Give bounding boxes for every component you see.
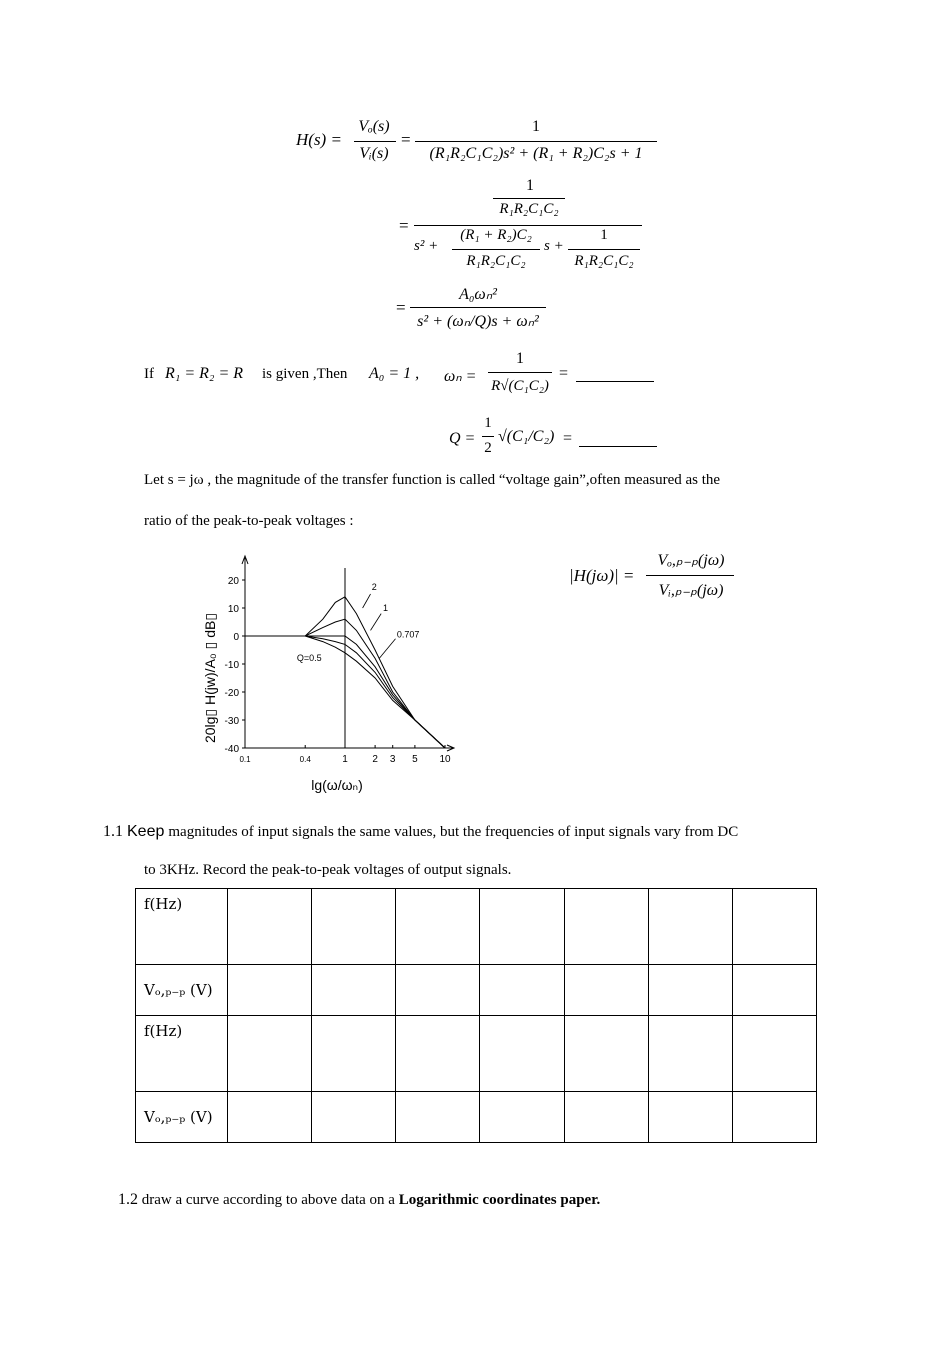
equals-sign: =: [563, 430, 573, 447]
x-tick-label: 0.4: [299, 755, 311, 764]
x-tick-label: 2: [372, 754, 378, 765]
s-squared-plus: s² +: [414, 238, 439, 254]
table-cell[interactable]: [396, 965, 480, 1016]
fraction-bar: [354, 141, 396, 142]
table-cell[interactable]: [648, 965, 732, 1016]
fraction-bar: [415, 141, 657, 142]
table-cell[interactable]: [480, 889, 564, 965]
table-cell[interactable]: [648, 889, 732, 965]
equals-sign: =: [399, 216, 409, 235]
y-tick-label: -30: [224, 716, 239, 727]
section-number: 1.2: [118, 1191, 138, 1208]
chart-labels: [202, 576, 451, 793]
magnitude-lhs: |H(jω)| =: [569, 566, 635, 585]
x-tick-label: 10: [439, 754, 451, 765]
a0-equals-one: A₀ = 1 ,: [369, 365, 420, 382]
y-axis-label: 20lg▯ H(jw)/A₀ ▯ dB▯: [202, 612, 218, 744]
table-cell[interactable]: [312, 1016, 396, 1092]
table-cell[interactable]: [480, 1016, 564, 1092]
chart-axes: [242, 556, 454, 751]
omega-n-equals: ωₙ =: [444, 368, 477, 385]
section-number: 1.1: [103, 823, 123, 840]
r1r2c1c2: R₁R₂C₁C₂: [466, 253, 526, 269]
row-label-vopp: Vₒ,ₚ₋ₚ (V): [136, 965, 228, 1016]
table-row: [136, 1092, 817, 1143]
table-cell[interactable]: [228, 965, 312, 1016]
table-cell[interactable]: [396, 889, 480, 965]
ratio-line: ratio of the peak-to-peak voltages :: [144, 513, 354, 529]
numerator-one: 1: [532, 118, 540, 135]
fraction-bar: [482, 436, 494, 437]
table-cell[interactable]: [312, 889, 396, 965]
table-cell[interactable]: [396, 1092, 480, 1143]
q-answer-blank[interactable]: [579, 430, 657, 447]
table-cell[interactable]: [564, 965, 648, 1016]
table-cell[interactable]: [732, 965, 816, 1016]
series-label: 2: [371, 581, 377, 592]
row-label-vopp: Vₒ,ₚ₋ₚ (V): [136, 1092, 228, 1143]
r-equality: R₁ = R₂ = R: [165, 365, 244, 382]
table-row: [136, 889, 817, 965]
response-curve: [305, 636, 445, 748]
q-equals: Q =: [449, 430, 476, 447]
x-tick-label: 5: [412, 754, 418, 765]
vo-pp-jw: Vₒ,ₚ₋ₚ(jω): [657, 552, 725, 569]
section-1-2-text: draw a curve according to above data on a: [141, 1192, 395, 1208]
section-1-2: [118, 1191, 600, 1209]
omega-numerator: 1: [516, 350, 524, 367]
x-tick-label: 0.1: [239, 755, 251, 764]
response-curve: [305, 636, 445, 748]
r1-plus-r2-c2: (R₁ + R₂)C₂: [460, 227, 532, 243]
fraction-bar: [493, 198, 565, 199]
h-s-lhs: H(s) =: [296, 130, 342, 149]
table-cell[interactable]: [564, 889, 648, 965]
table-cell[interactable]: [228, 1016, 312, 1092]
fraction-bar: [568, 249, 640, 250]
table-cell[interactable]: [732, 1016, 816, 1092]
series-label: Q=0.5: [296, 653, 322, 664]
vo-s: Vₒ(s): [358, 118, 390, 135]
table-cell[interactable]: [228, 889, 312, 965]
x-axis-label: lg(ω/ωₙ): [311, 777, 363, 793]
fraction-bar: [410, 307, 546, 308]
table-cell[interactable]: [564, 1092, 648, 1143]
table-cell[interactable]: [480, 1092, 564, 1143]
table-cell[interactable]: [648, 1092, 732, 1143]
a0-omega-n-squared: A₀ωₙ²: [459, 286, 497, 303]
section-1-1-line1: [103, 823, 738, 841]
x-tick-label: 1: [342, 754, 348, 765]
fraction-bar: [414, 225, 642, 226]
equals-sign: =: [396, 298, 406, 317]
y-tick-label: 20: [227, 576, 239, 587]
r1r2c1c2: R₁R₂C₁C₂: [499, 201, 559, 217]
r1r2c1c2: R₁R₂C₁C₂: [574, 253, 634, 269]
equals-sign: =: [559, 365, 569, 382]
y-tick-label: -40: [224, 744, 239, 755]
numerator-one: 1: [526, 177, 534, 194]
if-word: If: [144, 366, 154, 382]
fraction-bar: [646, 575, 734, 576]
table-row: [136, 1016, 817, 1092]
section-1-1-line2: to 3KHz. Record the peak-to-peak voltages of output signals.: [144, 862, 512, 878]
y-tick-label: 0: [233, 632, 239, 643]
x-tick-label: 3: [389, 754, 396, 765]
denominator-1: (R₁R₂C₁C₂)s² + (R₁ + R₂)C₂s + 1: [429, 145, 643, 162]
omega-n-answer-blank[interactable]: [576, 365, 654, 382]
series-label: 0.707: [396, 629, 420, 640]
row-label-frequency: f(Hz): [136, 889, 228, 965]
row-label-frequency: f(Hz): [136, 1016, 228, 1092]
section-1-2-bold: Logarithmic coordinates paper.: [398, 1192, 601, 1208]
keep-word: Keep: [127, 823, 165, 840]
series-leader-line: [379, 639, 395, 659]
bode-magnitude-chart: [195, 550, 465, 800]
table-cell[interactable]: [732, 889, 816, 965]
y-tick-label: -20: [224, 688, 239, 699]
second-order-denominator: s² + (ωₙ/Q)s + ωₙ²: [417, 313, 539, 330]
chart-curves: [305, 597, 445, 748]
table-cell[interactable]: [396, 1016, 480, 1092]
series-leader-line: [363, 594, 371, 608]
fraction-bar: [488, 372, 552, 373]
table-cell[interactable]: [732, 1092, 816, 1143]
y-tick-label: -10: [224, 660, 239, 671]
table-cell[interactable]: [648, 1016, 732, 1092]
table-cell[interactable]: [312, 965, 396, 1016]
s-plus: s +: [544, 238, 564, 254]
response-curve: [305, 636, 445, 748]
series-leader-line: [371, 614, 382, 631]
table-cell[interactable]: [228, 1092, 312, 1143]
numerator-one: 1: [600, 227, 608, 243]
table-cell[interactable]: [312, 1092, 396, 1143]
table-cell[interactable]: [564, 1016, 648, 1092]
equals-sign: =: [401, 130, 411, 149]
q-half-numerator: 1: [484, 415, 492, 431]
section-1-1-text: magnitudes of input signals the same values, but the frequencies of input signals vary from DC: [168, 824, 739, 840]
q-half-denominator: 2: [484, 440, 492, 456]
series-label: 1: [383, 602, 389, 613]
q-sqrt-ratio: √(C₁/C₂): [498, 428, 555, 445]
is-given-text: is given ,Then: [262, 366, 348, 382]
vi-pp-jw: Vᵢ,ₚ₋ₚ(jω): [658, 582, 724, 599]
omega-denominator: R√(C₁C₂): [491, 378, 549, 394]
y-tick-label: 10: [227, 604, 239, 615]
vi-s: Vᵢ(s): [359, 145, 389, 162]
table-cell[interactable]: [480, 965, 564, 1016]
fraction-bar: [452, 249, 540, 250]
table-row: [136, 965, 817, 1016]
let-s-paragraph: Let s = jω , the magnitude of the transfer function is called “voltage gain”,often measured as the: [144, 472, 721, 488]
record-table: [135, 888, 817, 1143]
